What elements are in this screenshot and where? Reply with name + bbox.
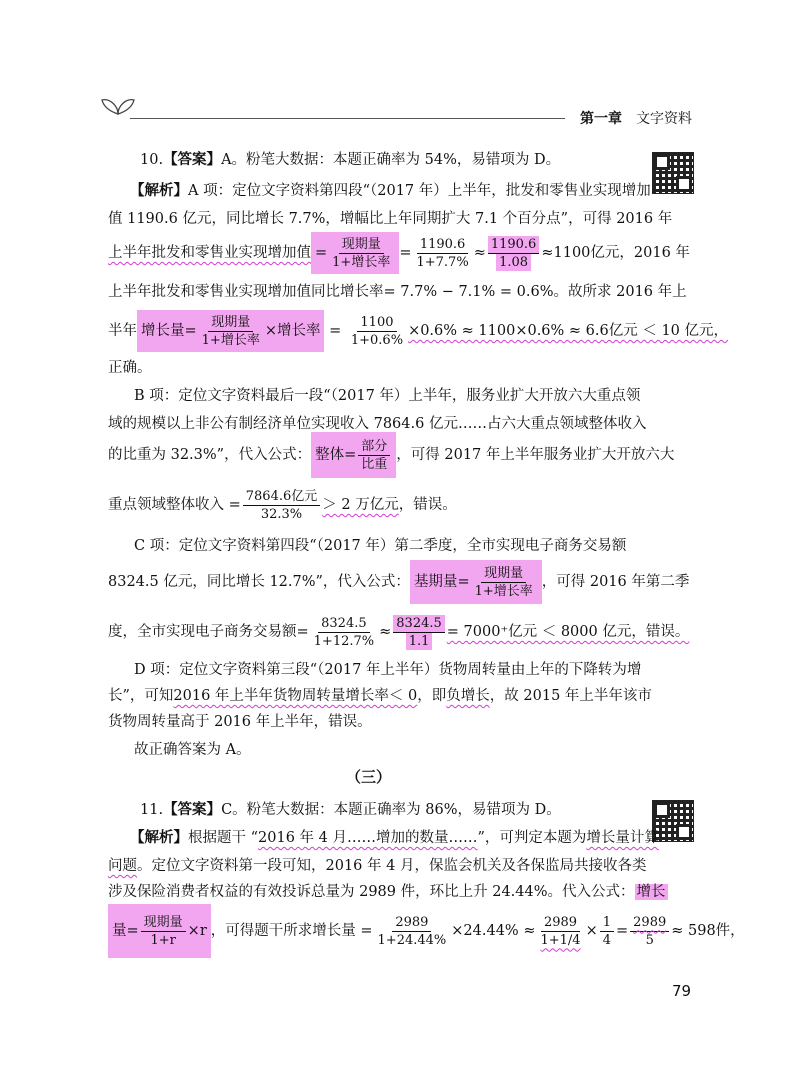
- formula-box-growth-amount: 增长量 = $\frac{\text{现期量}}{\text{1+增长率}}$ ×增长率: [137, 310, 324, 352]
- q10-c-result-line: 度，全市实现电子商务交易额= $\frac{8324.5}{1+12.7\%}$ ≈ $\frac{8324.5}{1.1}$ = 7000⁺亿元 ＜ 8000 亿元，错误。: [108, 615, 690, 649]
- page-number: 79: [672, 982, 692, 1000]
- q10-formula-line-b: 半年 增长量 = $\frac{\text{现期量}}{\text{1+增长率}}$ ×增长率 = $\frac{1100}{1+0.6\%}$ ×0.6% ≈ 1100×0.6% ≈ 6.6亿元 ＜ 10 亿元，: [108, 310, 628, 352]
- q11-analysis-line-1: 【解析】根据题干 “2016 年 4 月……增加的数量……”，可判定本题为增长量计算: [130, 830, 659, 846]
- q10-analysis-line-2: 值 1190.6 亿元，同比增长 7.7%，增幅比上年同期扩大 7.1 个百分点”，可得 2016 年: [108, 211, 673, 227]
- leaf-icon: [100, 94, 136, 116]
- formula-box-growth-base: = $\frac{\text{现期量}}{\text{1+增长率}}$: [311, 232, 399, 274]
- q11-answer-line: 11.【答案】C。粉笔大数据：本题正确率为 86%，易错项为 D。: [140, 802, 561, 818]
- q10-formula-line-a: 上半年批发和零售业实现增加值 = $\frac{\text{现期量}}{\text{1+增长率}}$ = $\frac{1190.6}{1+7.7\%}$ ≈ $\frac{1190.6}{1.08}$ ≈1100亿元，2016 年: [108, 232, 628, 274]
- q11-analysis-line-2: 问题。定位文字资料第一段可知，2016 年 4 月，保监会机关及各保监局共接收各类: [108, 858, 647, 874]
- q10-c-formula-line: 8324.5 亿元，同比增长 12.7%”，代入公式： 基期量 = $\frac{\text{现期量}}{\text{1+增长率}}$ ，可得 2016 年第二季: [108, 560, 628, 604]
- q10-analysis-line-6: 正确。: [108, 360, 152, 376]
- chapter-label: 第一章: [580, 111, 622, 127]
- section-heading: （三）: [346, 768, 392, 786]
- header-rule: [130, 118, 565, 119]
- q10-b-line-1: B 项：定位文字资料最后一段“（2017 年）上半年，服务业扩大开放六大重点领: [134, 388, 641, 404]
- section-label: 文字资料: [636, 111, 692, 127]
- q11-formula-line: 量 = $\frac{\text{现期量}}{1+r}$ ×r ，可得题干所求增长量 = $\frac{2989}{1+24.44\%}$ ×24.44% ≈ $\frac{2989}{1+1/4}$ × $\frac{1}{4}$ = $\frac{2989}{5}$ ≈ 598件，: [108, 904, 628, 958]
- q10-c-line-1: C 项：定位文字资料第四段“（2017 年）第二季度，全市实现电子商务交易额: [134, 538, 627, 554]
- formula-box-whole: 整体 = $\frac{\text{部分}}{\text{比重}}$: [311, 432, 396, 478]
- q10-analysis-line-1: 【解析】A 项：定位文字资料第四段“（2017 年）上半年，批发和零售业实现增加: [130, 183, 651, 199]
- q11-analysis-line-3: 涉及保险消费者权益的有效投诉总量为 2989 件，环比上升 24.44%。代入公式： 增长: [108, 884, 666, 900]
- q10-d-line-1: D 项：定位文字资料第三段“（2017 年上半年）货物周转量由上年的下降转为增: [134, 662, 642, 678]
- q10-b-formula-line: 的比重为 32.3%”，代入公式： 整体 = $\frac{\text{部分}}{\text{比重}}$ ，可得 2017 年上半年服务业扩大开放六大: [108, 432, 628, 478]
- formula-box-base-period: 基期量 = $\frac{\text{现期量}}{\text{1+增长率}}$: [410, 560, 542, 604]
- q10-answer-line: 10.【答案】A。粉笔大数据：本题正确率为 54%，易错项为 D。: [140, 152, 561, 168]
- q10-d-line-3: 货物周转量高于 2016 年上半年，错误。: [108, 714, 372, 730]
- formula-box-growth-r: 量 = $\frac{\text{现期量}}{1+r}$ ×r: [108, 904, 211, 958]
- q10-conclusion: 故正确答案为 A。: [134, 742, 251, 758]
- q10-analysis-line-4: 上半年批发和零售业实现增加值同比增长率= 7.7% − 7.1% = 0.6%。故所求 2016 年上: [108, 284, 687, 300]
- q10-b-result-line: 重点领域整体收入 = $\frac{\text{7864.6亿元}}{32.3\%}$ ＞ 2 万亿元，错误。: [108, 488, 457, 522]
- q10-b-line-2: 域的规模以上非公有制经济单位实现收入 7864.6 亿元……占六大重点领域整体收入: [108, 416, 647, 432]
- q10-d-line-2: 长”，可知2016 年上半年货物周转量增长率＜ 0，即负增长，故 2015 年上半年该市: [108, 688, 652, 704]
